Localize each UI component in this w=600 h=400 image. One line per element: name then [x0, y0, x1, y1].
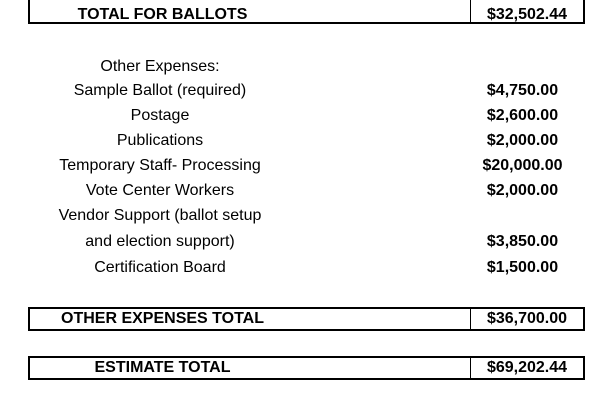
expense-label: and election support)	[85, 233, 235, 250]
ballots-total-amount: $32,502.44	[486, 6, 568, 23]
expense-amount: $20,000.00	[482, 157, 563, 174]
expense-amount: $4,750.00	[486, 82, 559, 99]
other-expenses-total-box	[28, 307, 585, 331]
estimate-total-label: ESTIMATE TOTAL	[94, 359, 231, 376]
expense-label: Publications	[116, 132, 204, 149]
other-expenses-header: Other Expenses:	[100, 58, 220, 75]
expense-amount: $3,850.00	[486, 233, 559, 250]
expense-row-temporary-staff	[0, 153, 600, 178]
expense-row-vendor-support-cont	[0, 229, 600, 254]
expense-row-vendor-support	[0, 203, 600, 228]
expense-amount: $1,500.00	[486, 259, 559, 276]
expense-label: Vote Center Workers	[85, 182, 235, 199]
expense-row-postage	[0, 103, 600, 128]
ballots-total-box	[28, 0, 585, 24]
estimate-total-amount: $69,202.44	[486, 359, 568, 376]
expense-row-certification-board	[0, 255, 600, 280]
other-expenses-total-amount: $36,700.00	[486, 310, 568, 327]
expense-row-sample-ballot	[0, 78, 600, 103]
expense-label: Postage	[130, 107, 190, 124]
expense-label: Temporary Staff- Processing	[59, 157, 261, 174]
expense-amount: $2,600.00	[486, 107, 559, 124]
expense-row-vote-center-workers	[0, 178, 600, 203]
expense-label: Vendor Support (ballot setup	[58, 207, 262, 224]
expense-amount: $2,000.00	[486, 132, 559, 149]
estimate-total-box	[28, 356, 585, 380]
expense-amount: $2,000.00	[486, 182, 559, 199]
expense-label: Certification Board	[94, 259, 226, 276]
expense-label: Sample Ballot (required)	[73, 82, 247, 99]
expense-row-publications	[0, 128, 600, 153]
ballots-total-label: TOTAL FOR BALLOTS	[77, 6, 248, 23]
other-expenses-total-label: OTHER EXPENSES TOTAL	[61, 310, 264, 327]
